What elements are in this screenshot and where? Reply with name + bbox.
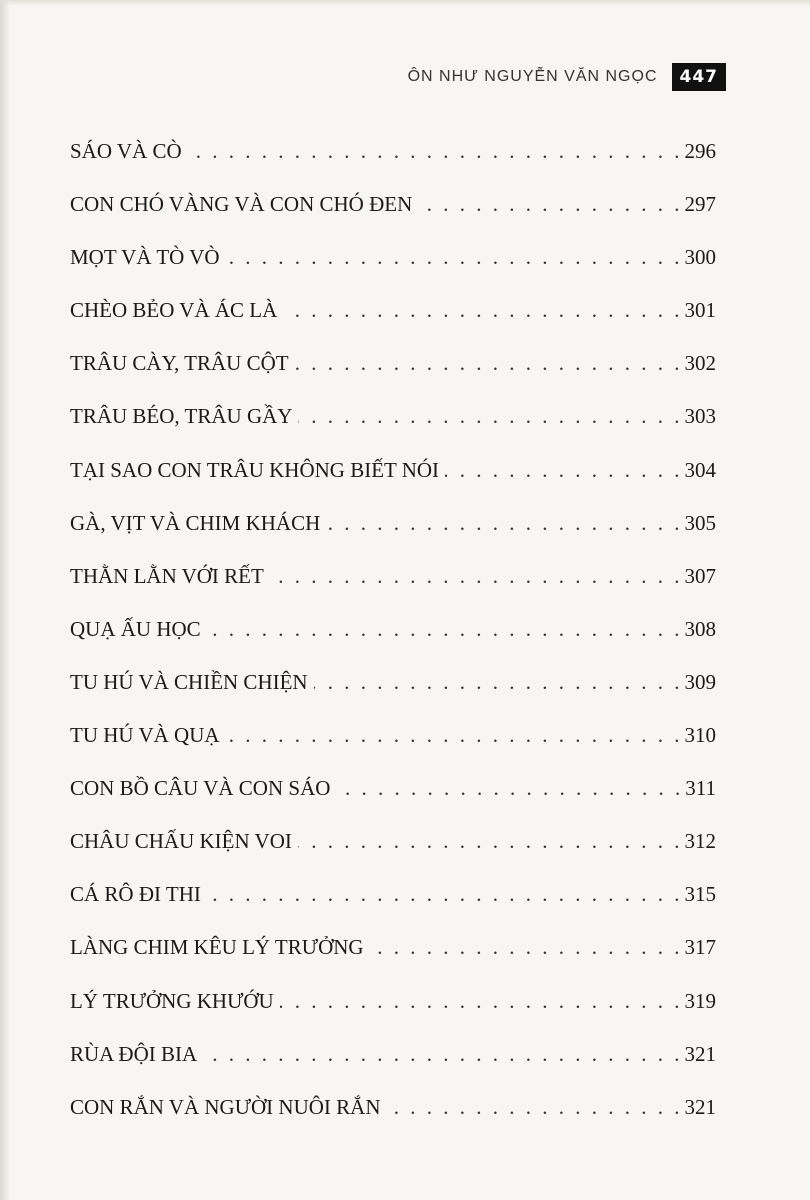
running-title: ÔN NHƯ NGUYỄN VĂN NGỌC	[407, 68, 658, 85]
toc-entry-page: 296	[684, 139, 716, 163]
toc-entry-page: 319	[684, 988, 716, 1013]
toc-entry-page: 303	[684, 404, 716, 429]
toc-dot-leader	[280, 989, 683, 1014]
toc-entry-page: 309	[684, 669, 716, 694]
toc-dot-leader	[207, 882, 683, 907]
toc-entry	[70, 935, 716, 988]
toc-entry	[70, 1042, 716, 1095]
toc-entry	[70, 139, 716, 192]
toc-entry-page: 317	[684, 935, 716, 960]
toc-dot-leader	[326, 511, 682, 536]
toc-entry-page: 315	[684, 882, 716, 907]
toc-entry	[70, 1095, 716, 1148]
toc-dot-leader	[188, 139, 683, 164]
toc-dot-leader	[270, 564, 683, 589]
toc-entry-title: QUẠ ẤU HỌC	[70, 616, 201, 641]
toc-entry-title: CÁ RÔ ĐI THI	[70, 882, 201, 907]
toc-entry-title: LÝ TRƯỞNG KHƯỚU	[70, 988, 274, 1013]
toc-entry	[70, 989, 716, 1042]
toc-entry-page: 304	[684, 457, 716, 482]
toc-entry-title: RÙA ĐỘI BIA	[70, 1041, 198, 1066]
toc-entry-title: CON RẮN VÀ NGƯỜI NUÔI RẮN	[70, 1094, 381, 1119]
toc-entry-page: 321	[684, 1094, 716, 1119]
toc-entry-page: 301	[684, 298, 716, 323]
toc-entry	[70, 245, 716, 298]
toc-entry	[70, 564, 716, 617]
toc-entry	[70, 776, 716, 829]
toc-dot-leader	[445, 458, 682, 483]
toc-entry-page: 321	[684, 1041, 716, 1066]
toc-dot-leader	[283, 298, 682, 323]
toc-entry-page: 297	[684, 192, 716, 217]
toc-entry-page: 311	[685, 776, 716, 801]
table-of-contents	[70, 139, 716, 1148]
toc-entry-title: MỌT VÀ TÒ VÒ	[70, 245, 220, 270]
toc-dot-leader	[298, 404, 682, 429]
toc-entry-title: SÁO VÀ CÒ	[70, 139, 182, 163]
page-number-badge: 447	[672, 63, 727, 91]
toc-entry-page: 312	[684, 829, 716, 854]
toc-entry	[70, 458, 716, 511]
toc-entry-title: CHÈO BẺO VÀ ÁC LÀ	[70, 298, 278, 323]
toc-dot-leader	[207, 617, 683, 642]
toc-entry-title: TU HÚ VÀ QUẠ	[70, 723, 220, 748]
toc-entry	[70, 723, 716, 776]
toc-entry-page: 302	[684, 351, 716, 376]
toc-dot-leader	[336, 776, 683, 801]
toc-entry	[70, 617, 716, 670]
toc-entry-title: CON BỒ CÂU VÀ CON SÁO	[70, 776, 331, 801]
toc-entry	[70, 670, 716, 723]
toc-entry-title: CHÂU CHẤU KIỆN VOI	[70, 829, 292, 854]
toc-dot-leader	[314, 670, 683, 695]
toc-entry-title: TRÂU BÉO, TRÂU GẦY	[70, 404, 293, 429]
toc-entry-title: THẰN LẰN VỚI RẾT	[70, 563, 264, 588]
toc-entry	[70, 298, 716, 351]
toc-dot-leader	[226, 245, 683, 270]
toc-dot-leader	[298, 829, 683, 854]
toc-entry-title: TẠI SAO CON TRÂU KHÔNG BIẾT NÓI	[70, 457, 440, 482]
toc-dot-leader	[387, 1095, 683, 1120]
toc-entry-page: 310	[684, 723, 716, 748]
toc-dot-leader	[226, 723, 683, 748]
toc-entry-page: 308	[684, 616, 716, 641]
toc-entry-page: 305	[684, 510, 716, 535]
toc-entry-title: TU HÚ VÀ CHIỀN CHIỆN	[70, 669, 308, 694]
toc-dot-leader	[370, 935, 683, 960]
toc-entry	[70, 351, 716, 404]
toc-entry	[70, 829, 716, 882]
toc-entry	[70, 511, 716, 564]
toc-entry	[70, 404, 716, 457]
toc-entry-page: 300	[684, 245, 716, 270]
toc-entry-title: CON CHÓ VÀNG VÀ CON CHÓ ĐEN	[70, 192, 413, 217]
toc-dot-leader	[418, 192, 682, 217]
toc-entry-title: LÀNG CHIM KÊU LÝ TRƯỞNG	[70, 935, 364, 960]
toc-entry-page: 307	[684, 563, 716, 588]
page-top-edge	[0, 0, 810, 6]
toc-entry	[70, 192, 716, 245]
toc-entry-title: GÀ, VỊT VÀ CHIM KHÁCH	[70, 510, 321, 535]
toc-entry-title: TRÂU CÀY, TRÂU CỘT	[70, 351, 289, 376]
page-spine-shadow	[0, 0, 10, 1200]
running-header	[408, 62, 726, 92]
toc-entry	[70, 882, 716, 935]
toc-dot-leader	[295, 351, 683, 376]
toc-dot-leader	[203, 1042, 682, 1067]
